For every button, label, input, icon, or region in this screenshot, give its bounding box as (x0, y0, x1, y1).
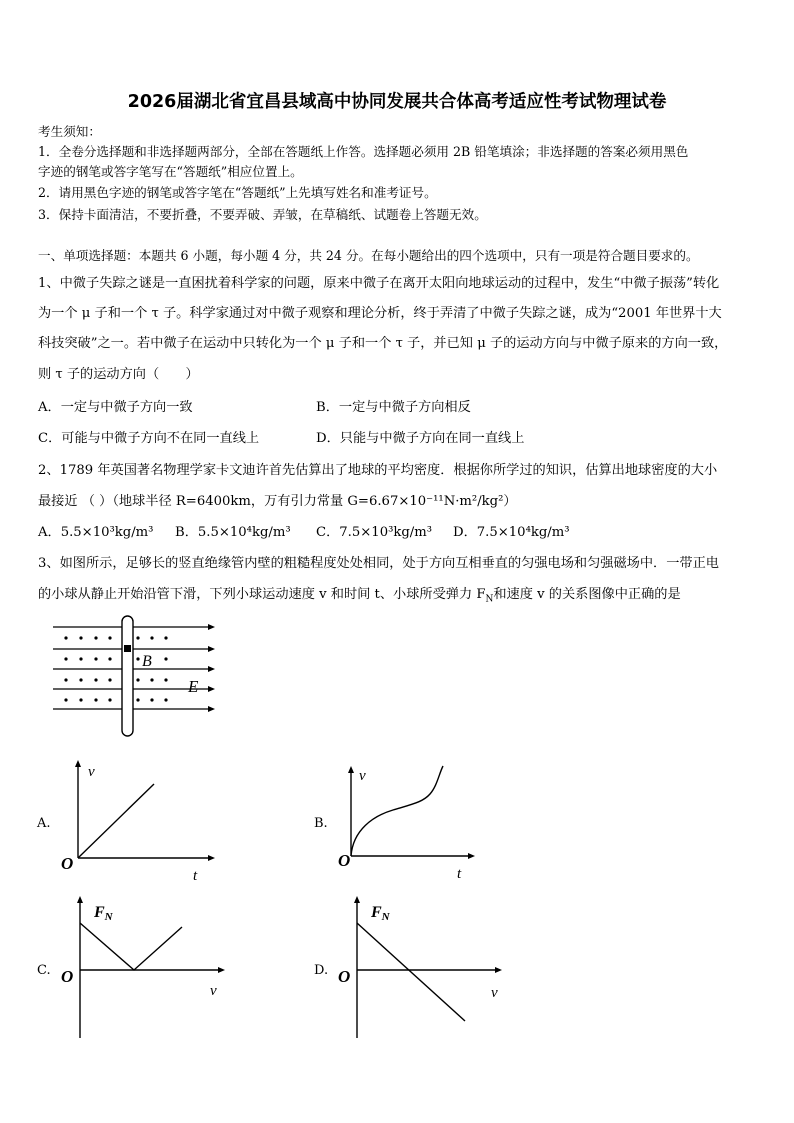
svg-text:O: O (61, 967, 74, 986)
graph-c (58, 893, 233, 1043)
field-figure (48, 612, 218, 742)
graph-b-label[interactable]: B. (314, 816, 328, 831)
question-text: 3、如图所示，足够长的竖直绝缘管内壁的粗糙程度处处相同，处于方向互相垂直的匀强电场和匀强磁场中．一带正电 (38, 556, 719, 571)
notice-heading: 考生须知： (38, 124, 101, 139)
b-label: B (142, 653, 152, 670)
svg-text:v: v (491, 985, 498, 1001)
graph-b (335, 758, 495, 883)
notice-line: 1．全卷分选择题和非选择题两部分，全部在答题纸上作答。选择题必须用 2B 铅笔填涂；非选择题的答案必须用黑色 (38, 144, 689, 159)
svg-text:v: v (210, 983, 217, 999)
section-heading: 一、单项选择题：本题共 6 小题，每小题 4 分，共 24 分。在每小题给出的四个选项中，只有一项是符合题目要求的。 (38, 248, 699, 263)
option-c[interactable]: C．7.5×10³kg/m³ (316, 525, 433, 540)
option-d[interactable]: D．只能与中微子方向在同一直线上 (316, 431, 525, 446)
question-text: 的小球从静止开始沿管下滑，下列小球运动速度 v 和时间 t、小球所受弹力 $F_N$和速度 v 的关系图像中正确的是 (38, 587, 681, 605)
graph-d (335, 893, 515, 1043)
graph-a (58, 758, 218, 883)
question-text: 为一个 μ 子和一个 τ 子。科学家通过对中微子观察和理论分析，终于弄清了中微子失踪之谜，成为“2001 年世界十大 (38, 306, 722, 321)
insulating-tube (122, 616, 133, 736)
svg-text:O: O (338, 851, 351, 870)
charged-ball (124, 645, 131, 652)
graph-c-label[interactable]: C. (37, 963, 51, 978)
svg-text:FN: FN (371, 904, 390, 923)
graph-d-label[interactable]: D. (314, 963, 329, 978)
option-a[interactable]: A．一定与中微子方向一致 (38, 400, 193, 415)
question-text: 则 τ 子的运动方向（ ） (38, 367, 199, 382)
svg-text:v: v (88, 764, 95, 780)
option-b[interactable]: B．一定与中微子方向相反 (316, 400, 471, 415)
svg-text:t: t (193, 868, 198, 883)
option-b[interactable]: B．5.5×10⁴kg/m³ (175, 525, 291, 540)
page-title: 2026届湖北省宜昌县域高中协同发展共合体高考适应性考试物理试卷 (127, 92, 667, 112)
question-text: 1、中微子失踪之谜是一直困扰着科学家的问题，原来中微子在离开太阳向地球运动的过程中，发生“中微子振荡”转化 (38, 276, 720, 291)
graph-a-label[interactable]: A. (37, 816, 51, 831)
notice-line: 字迹的钢笔或答字笔写在“答题纸”相应位置上。 (38, 164, 303, 179)
svg-text:O: O (61, 854, 74, 873)
option-d[interactable]: D．7.5×10⁴kg/m³ (453, 525, 570, 540)
notice-line: 3．保持卡面清洁，不要折叠，不要弄破、弄皱，在草稿纸、试题卷上答题无效。 (38, 207, 487, 222)
notice-line: 2．请用黑色字迹的钢笔或答字笔在“答题纸”上先填写姓名和准考证号。 (38, 185, 437, 200)
svg-text:t: t (457, 866, 462, 882)
svg-text:O: O (338, 967, 351, 986)
option-c[interactable]: C．可能与中微子方向不在同一直线上 (38, 431, 260, 446)
question-text: 最接近 （ ）（地球半径 R=6400km，万有引力常量 G=6.67×10⁻¹¹N·m²/kg²） (38, 494, 517, 509)
e-label: E (188, 677, 199, 696)
question-text: 科技突破”之一。若中微子在运动中只转化为一个 μ 子和一个 τ 子，并已知 μ 子的运动方向与中微子原来的方向一致， (38, 336, 728, 351)
svg-text:FN: FN (94, 904, 113, 923)
svg-text:v: v (359, 768, 366, 784)
question-text: 2、1789 年英国著名物理学家卡文迪许首先估算出了地球的平均密度．根据你所学过的知识，估算出地球密度的大小 (38, 463, 718, 478)
option-a[interactable]: A．5.5×10³kg/m³ (38, 525, 154, 540)
